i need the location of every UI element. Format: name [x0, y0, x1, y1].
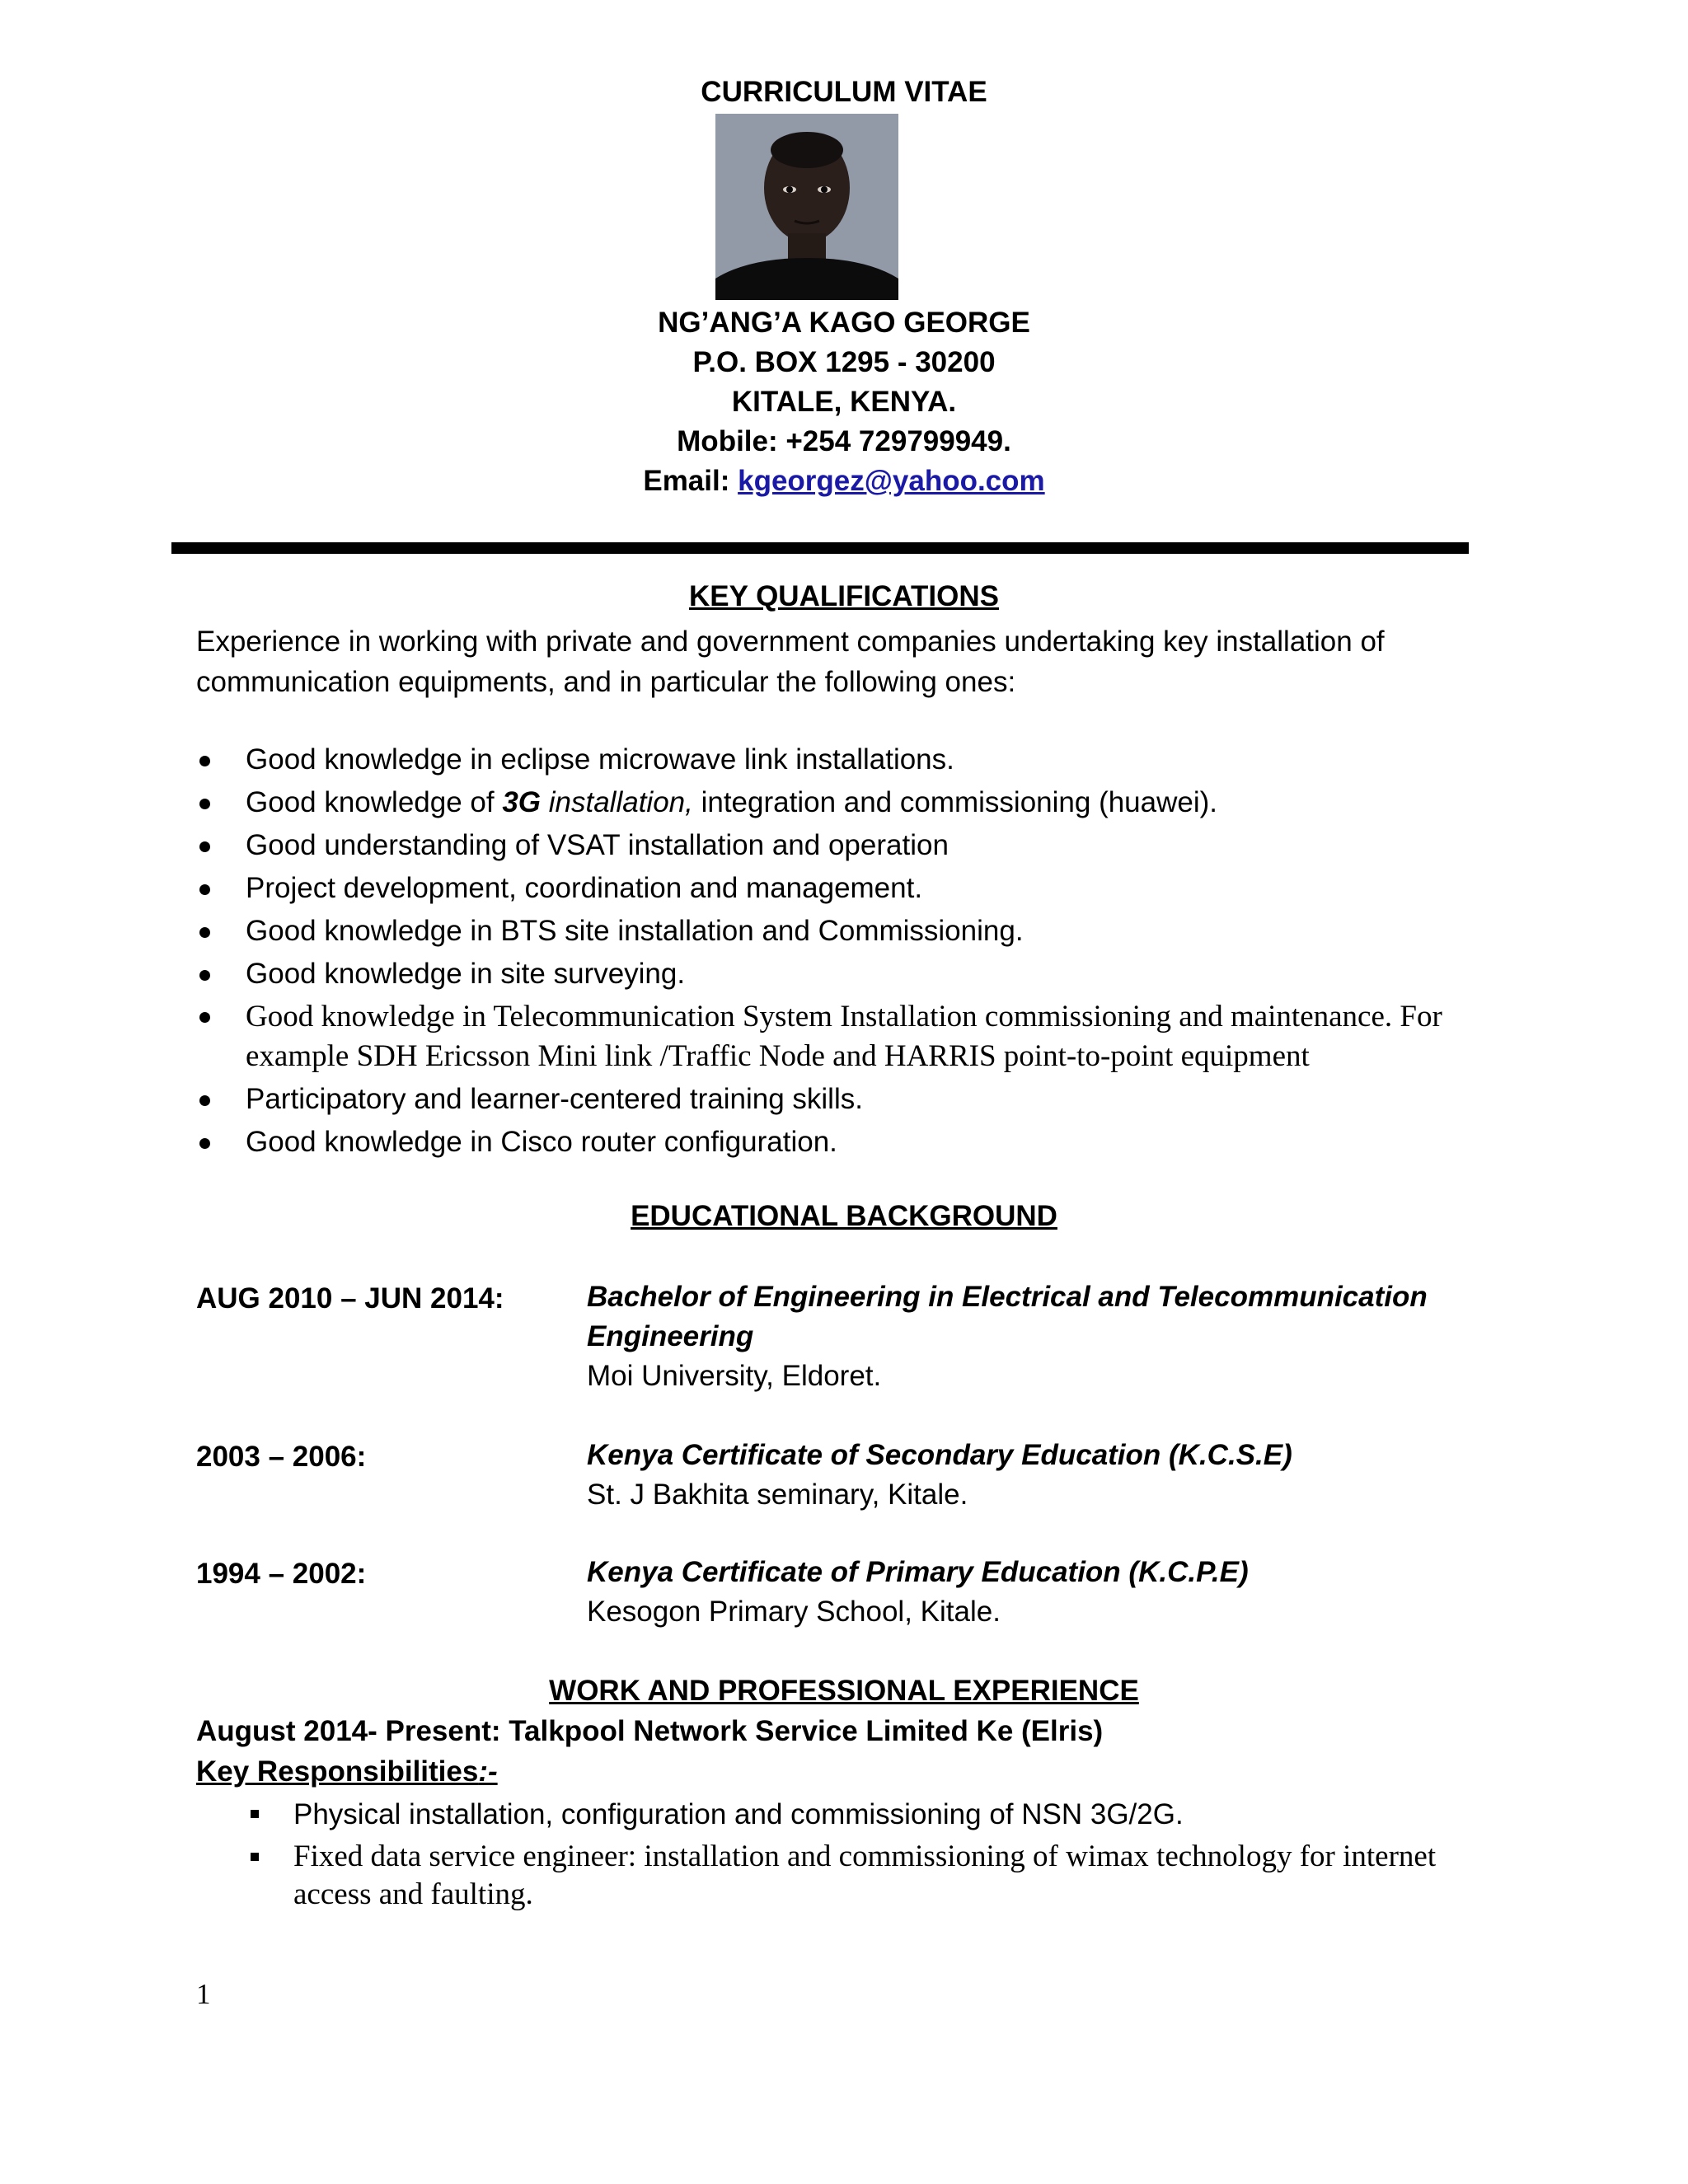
list-item: Project development, coordination and management. — [196, 867, 1548, 910]
list-item: Good knowledge in BTS site installation and Commissioning. — [196, 910, 1548, 953]
school-name: Moi University, Eldoret. — [587, 1360, 882, 1392]
key-qualifications-intro — [196, 621, 1498, 702]
bullet-icon — [199, 970, 210, 981]
bullet-icon — [199, 841, 210, 852]
degree-title: Kenya Certificate of Primary Education (K.C.P.E) — [587, 1556, 1249, 1588]
school-name: St. J Bakhita seminary, Kitale. — [587, 1479, 968, 1511]
education-entry-2 — [587, 1436, 1493, 1515]
square-bullet-icon — [251, 1810, 259, 1818]
list-item: Physical installation, configuration and commissioning of NSN 3G/2G. — [246, 1795, 1531, 1835]
education-dates-3: 1994 – 2002: — [196, 1558, 367, 1590]
bullet-icon — [199, 756, 210, 766]
bullet-icon — [199, 884, 210, 895]
education-dates-1: AUG 2010 – JUN 2014: — [196, 1282, 504, 1315]
bullet-icon — [199, 1012, 210, 1023]
education-entry-3 — [587, 1553, 1493, 1632]
list-item: Good knowledge of 3G installation, integration and commissioning (huawei). — [196, 781, 1548, 824]
bullet-icon — [199, 1138, 210, 1149]
education-entry-1 — [587, 1277, 1493, 1396]
job-title: August 2014- Present: Talkpool Network Service Limited Ke (Elris) — [196, 1715, 1104, 1747]
candidate-name: NG’ANG’A KAGO GEORGE — [658, 307, 1030, 339]
intro-line-2: communication equipments, and in particular the following ones: — [196, 666, 1016, 698]
list-item: Good knowledge in Telecommunication System Installation commissioning and maintenance. For example SDH Ericsson Mini link /Traffic Node and HARRIS point-to-point equipment — [196, 997, 1548, 1076]
email-label: Email: — [643, 465, 738, 497]
email-line — [0, 465, 1688, 498]
page-number: 1 — [196, 1978, 211, 2010]
list-item: Good understanding of VSAT installation and operation — [196, 824, 1548, 867]
qualifications-list — [196, 738, 1548, 1164]
list-item: Good knowledge in Cisco router configuration. — [196, 1121, 1548, 1164]
bullet-icon — [199, 927, 210, 938]
list-item: Fixed data service engineer: installation and commissioning of wimax technology for internet access and faulting. — [246, 1838, 1531, 1914]
header-divider — [171, 542, 1469, 554]
email-link[interactable]: kgeorgez@yahoo.com — [738, 465, 1045, 497]
degree-title: Bachelor of Engineering in Electrical and Telecommunication — [587, 1281, 1428, 1313]
mobile-number: Mobile: +254 729799949. — [677, 425, 1011, 457]
key-responsibilities-label: Key Responsibilities:- — [196, 1755, 498, 1788]
list-item: Good knowledge in site surveying. — [196, 953, 1548, 996]
address-line-1: P.O. BOX 1295 - 30200 — [692, 346, 996, 378]
work-heading: WORK AND PROFESSIONAL EXPERIENCE — [549, 1675, 1139, 1707]
degree-title: Kenya Certificate of Secondary Education (K.C.S.E) — [587, 1439, 1292, 1471]
bullet-icon — [199, 799, 210, 809]
education-heading: EDUCATIONAL BACKGROUND — [631, 1200, 1057, 1232]
responsibilities-list — [246, 1795, 1531, 1914]
bullet-icon — [199, 1095, 210, 1106]
address-line-2: KITALE, KENYA. — [731, 386, 957, 418]
intro-line-1: Experience in working with private and government companies undertaking key installation of — [196, 626, 1385, 658]
list-item: Good knowledge in eclipse microwave link installations. — [196, 738, 1548, 781]
school-name: Kesogon Primary School, Kitale. — [587, 1596, 1001, 1628]
degree-title-continued: Engineering — [587, 1320, 754, 1352]
list-item: Participatory and learner-centered training skills. — [196, 1078, 1548, 1121]
profile-photo — [715, 114, 898, 300]
education-dates-2: 2003 – 2006: — [196, 1441, 367, 1473]
document-title: CURRICULUM VITAE — [701, 76, 987, 108]
portrait-image — [715, 114, 898, 300]
square-bullet-icon — [251, 1853, 259, 1861]
key-qualifications-heading: KEY QUALIFICATIONS — [689, 580, 999, 612]
